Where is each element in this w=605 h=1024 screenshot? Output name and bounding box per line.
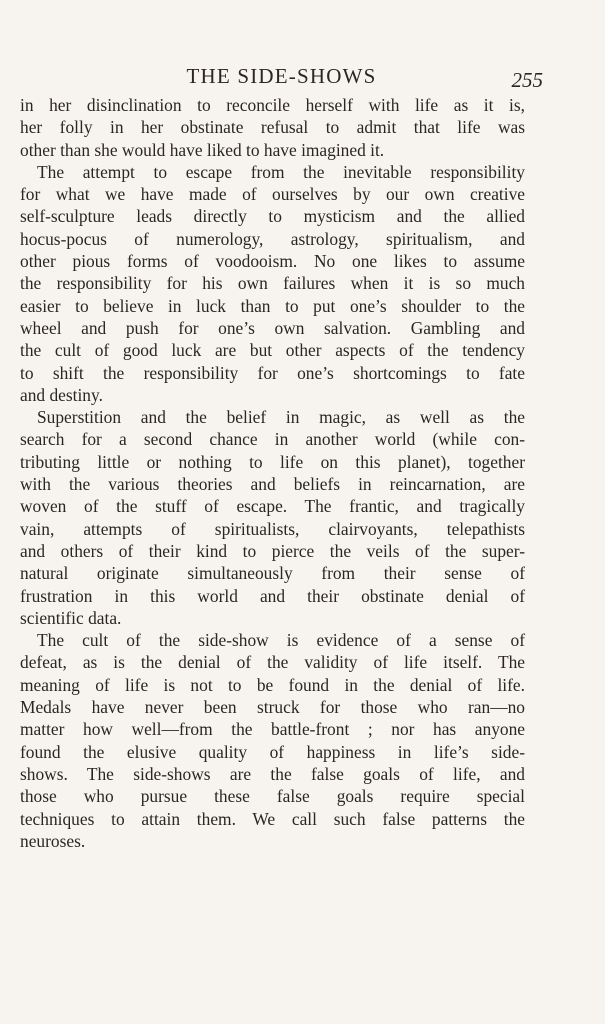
- text-line: frustration in this world and their obstinate denial of: [20, 585, 525, 606]
- text-line: defeat, as is the denial of the validity of life itself. The: [20, 652, 525, 673]
- page-number: 255: [511, 68, 543, 92]
- running-title: THE SIDE-SHOWS: [186, 64, 377, 88]
- text-line: hocus-pocus of numerology, astrology, spiritualism, and: [20, 228, 525, 249]
- text-line: The attempt to escape from the inevitable responsibility: [37, 161, 525, 182]
- text-line: found the elusive quality of happiness in life’s side-: [20, 741, 525, 762]
- text-line: other pious forms of voodooism. No one likes to assume: [20, 251, 525, 272]
- text-line: matter how well—from the battle-front ; nor has anyone: [20, 719, 525, 740]
- text-line: meaning of life is not to be found in the denial of life.: [20, 674, 525, 695]
- text-line: search for a second chance in another world (while con-: [20, 429, 525, 450]
- text-line: the cult of good luck are but other aspects of the tendency: [20, 340, 525, 361]
- text-line: other than she would have liked to have imagined it.: [20, 139, 385, 160]
- text-line: the responsibility for his own failures when it is so much: [20, 273, 525, 294]
- text-line: natural originate simultaneously from their sense of: [20, 563, 525, 584]
- text-line: self-sculpture leads directly to mysticism and the allied: [20, 206, 525, 227]
- text-line: and others of their kind to pierce the veils of the super-: [20, 540, 525, 561]
- text-line: Medals have never been struck for those who ran—no: [20, 697, 525, 718]
- text-line: shows. The side-shows are the false goals of life, and: [20, 763, 525, 784]
- body-text: [20, 94, 525, 852]
- text-line: wheel and push for one’s own salvation. Gambling and: [20, 317, 525, 338]
- text-line: easier to believe in luck than to put one’s shoulder to the: [20, 295, 525, 316]
- text-line: The cult of the side-show is evidence of a sense of: [37, 630, 525, 651]
- text-line: vain, attempts of spiritualists, clairvoyants, telepathists: [20, 518, 525, 539]
- text-line: and destiny.: [20, 384, 103, 405]
- text-line: for what we have made of ourselves by our own creative: [20, 184, 525, 205]
- text-line: to shift the responsibility for one’s shortcomings to fate: [20, 362, 525, 383]
- text-line: those who pursue these false goals require special: [20, 786, 525, 807]
- text-line: in her disinclination to reconcile herself with life as it is,: [20, 95, 525, 115]
- text-line: Superstition and the belief in magic, as well as the: [37, 407, 525, 428]
- text-line: scientific data.: [20, 607, 122, 628]
- running-head: [20, 62, 543, 90]
- text-line: her folly in her obstinate refusal to admit that life was: [20, 117, 525, 138]
- text-line: techniques to attain them. We call such false patterns the: [20, 808, 525, 829]
- text-line: neuroses.: [20, 830, 86, 851]
- text-line: woven of the stuff of escape. The frantic, and tragically: [20, 496, 525, 517]
- text-line: with the various theories and beliefs in reincarnation, are: [20, 474, 525, 495]
- text-line: tributing little or nothing to life on this planet), together: [20, 451, 525, 472]
